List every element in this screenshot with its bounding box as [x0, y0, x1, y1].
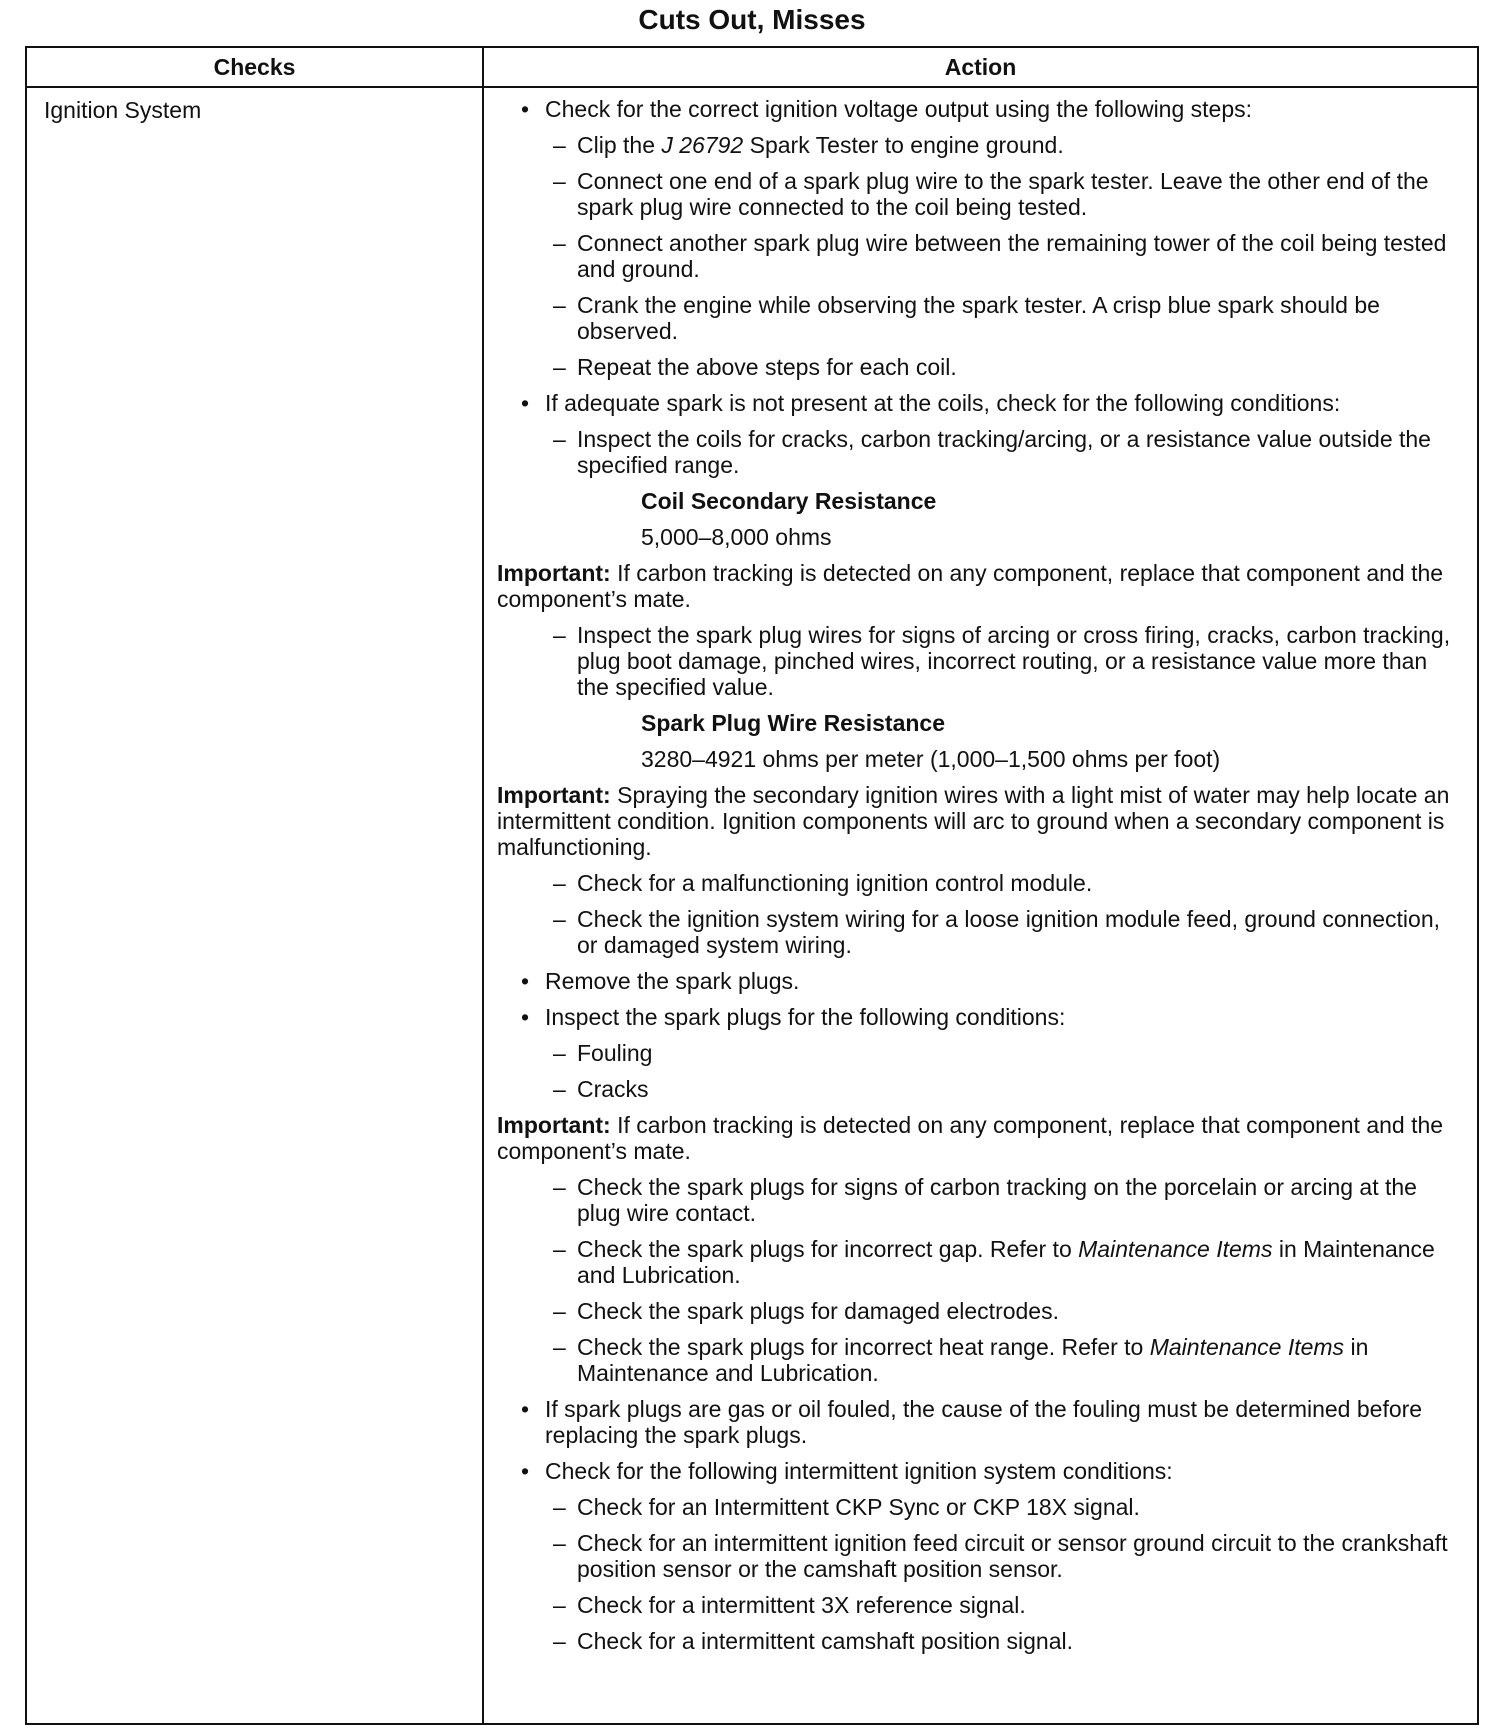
- dash-item: [497, 1040, 1465, 1066]
- item-text: Remove the spark plugs.: [545, 968, 800, 994]
- dash-marker: –: [553, 1628, 566, 1654]
- dash-item: [497, 1530, 1465, 1582]
- item-text: Connect one end of a spark plug wire to the spark tester. Leave the other end of the spark plug wire connected to the coil being tested.: [577, 168, 1429, 220]
- bullet-marker: •: [521, 1396, 530, 1422]
- dash-item: [497, 1298, 1465, 1324]
- item-text: If adequate spark is not present at the coils, check for the following conditions:: [545, 390, 1341, 416]
- item-text: Check for the following intermittent ignition system conditions:: [545, 1458, 1173, 1484]
- spec-title-text: Spark Plug Wire Resistance: [641, 710, 946, 736]
- dash-item: [497, 1334, 1465, 1386]
- item-text: Check for an intermittent ignition feed circuit or sensor ground circuit to the crankshaft position sensor or the camshaft position sensor.: [577, 1530, 1448, 1582]
- bullet-item: [497, 1396, 1465, 1448]
- bullet-marker: •: [521, 390, 530, 416]
- item-text: Check the ignition system wiring for a loose ignition module feed, ground connection, or damaged system wiring.: [577, 906, 1440, 958]
- checks-header: Checks: [26, 47, 483, 87]
- item-text-post: in Maintenance and Lubrication.: [577, 1236, 1435, 1288]
- action-cell: [483, 87, 1478, 1724]
- action-list: [497, 96, 1465, 1654]
- dash-item: [497, 426, 1465, 478]
- dash-marker: –: [553, 1298, 566, 1324]
- dash-marker: –: [553, 1040, 566, 1066]
- dash-item: [497, 622, 1465, 700]
- action-header: Action: [483, 47, 1478, 87]
- important-text: If carbon tracking is detected on any component, replace that component and the component’s mate.: [497, 1112, 1444, 1164]
- dash-marker: –: [553, 230, 566, 256]
- item-text: Check for the correct ignition voltage output using the following steps:: [545, 96, 1253, 122]
- dash-item: [497, 1174, 1465, 1226]
- diagnosis-table: [25, 46, 1479, 1725]
- item-text: Check the spark plugs for damaged electrodes.: [577, 1298, 1059, 1324]
- bullet-marker: •: [521, 1458, 530, 1484]
- dash-marker: –: [553, 1334, 566, 1360]
- item-text-pre: Check the spark plugs for incorrect heat range. Refer to: [577, 1334, 1150, 1360]
- spec-value: [497, 746, 1465, 772]
- dash-marker: –: [553, 292, 566, 318]
- item-text-emphasis: J 26792: [661, 132, 744, 158]
- bullet-marker: •: [521, 96, 530, 122]
- item-text: Check for an Intermittent CKP Sync or CKP 18X signal.: [577, 1494, 1140, 1520]
- item-text-emphasis: Maintenance Items: [1078, 1236, 1273, 1262]
- dash-item: [497, 292, 1465, 344]
- bullet-item: [497, 968, 1465, 994]
- dash-item: [497, 1236, 1465, 1288]
- spec-title: [497, 710, 1465, 736]
- dash-item: [497, 354, 1465, 380]
- dash-item: [497, 1628, 1465, 1654]
- item-text: Check for a intermittent camshaft position signal.: [577, 1628, 1074, 1654]
- check-cell: Ignition System: [26, 87, 483, 1724]
- item-text-post: Spark Tester to engine ground.: [743, 132, 1064, 158]
- bullet-marker: •: [521, 968, 530, 994]
- dash-item: [497, 230, 1465, 282]
- dash-item: [497, 906, 1465, 958]
- important-text: Spraying the secondary ignition wires with a light mist of water may help locate an intermittent condition. Ignition components will arc to ground when a secondary component is malfunctioning.: [497, 782, 1450, 860]
- item-text: Check for a malfunctioning ignition control module.: [577, 870, 1093, 896]
- page-title: Cuts Out, Misses: [638, 4, 866, 35]
- item-text-post: in Maintenance and Lubrication.: [577, 1334, 1369, 1386]
- dash-marker: –: [553, 168, 566, 194]
- dash-marker: –: [553, 1592, 566, 1618]
- item-text: Inspect the coils for cracks, carbon tracking/arcing, or a resistance value outside the specified range.: [577, 426, 1431, 478]
- dash-marker: –: [553, 132, 566, 158]
- dash-marker: –: [553, 870, 566, 896]
- dash-item: [497, 870, 1465, 896]
- dash-marker: –: [553, 1174, 566, 1200]
- spec-value: [497, 524, 1465, 550]
- spec-value-text: 3280–4921 ohms per meter (1,000–1,500 ohms per foot): [641, 746, 1221, 772]
- item-text: Connect another spark plug wire between the remaining tower of the coil being tested and ground.: [577, 230, 1447, 282]
- item-text-pre: Check the spark plugs for incorrect gap. Refer to: [577, 1236, 1079, 1262]
- bullet-item: [497, 1004, 1465, 1030]
- item-text: Check for a intermittent 3X reference signal.: [577, 1592, 1026, 1618]
- dash-item: [497, 1494, 1465, 1520]
- dash-item: [497, 1592, 1465, 1618]
- item-text: Repeat the above steps for each coil.: [577, 354, 957, 380]
- important-label: Important:: [497, 782, 611, 808]
- dash-marker: –: [553, 354, 566, 380]
- item-text: Crank the engine while observing the spark tester. A crisp blue spark should be observed.: [577, 292, 1380, 344]
- item-text: Fouling: [577, 1040, 653, 1066]
- item-text: Inspect the spark plugs for the following conditions:: [545, 1004, 1066, 1030]
- dash-marker: –: [553, 622, 566, 648]
- spec-value-text: 5,000–8,000 ohms: [641, 524, 832, 550]
- spec-title: [497, 488, 1465, 514]
- dash-marker: –: [553, 1076, 566, 1102]
- important-note: [497, 1112, 1465, 1164]
- dash-marker: –: [553, 906, 566, 932]
- dash-item: [497, 132, 1465, 158]
- item-text: Inspect the spark plug wires for signs of arcing or cross firing, cracks, carbon tracking, plug boot damage, pinched wires, incorrect routing, or a resistance value more than the specified value.: [577, 622, 1451, 700]
- important-note: [497, 782, 1465, 860]
- item-text-emphasis: Maintenance Items: [1149, 1334, 1345, 1360]
- important-note: [497, 560, 1465, 612]
- dash-marker: –: [553, 426, 566, 452]
- item-text-pre: Clip the: [577, 132, 662, 158]
- important-text: If carbon tracking is detected on any component, replace that component and the component’s mate.: [497, 560, 1444, 612]
- bullet-item: [497, 1458, 1465, 1484]
- dash-item: [497, 1076, 1465, 1102]
- item-text: If spark plugs are gas or oil fouled, the cause of the fouling must be determined before replacing the spark plugs.: [545, 1396, 1423, 1448]
- dash-item: [497, 168, 1465, 220]
- important-label: Important:: [497, 560, 611, 586]
- bullet-item: [497, 390, 1465, 416]
- bullet-marker: •: [521, 1004, 530, 1030]
- important-label: Important:: [497, 1112, 611, 1138]
- spec-title-text: Coil Secondary Resistance: [641, 488, 937, 514]
- dash-marker: –: [553, 1530, 566, 1556]
- item-text: Cracks: [577, 1076, 649, 1102]
- bullet-item: [497, 96, 1465, 122]
- dash-marker: –: [553, 1236, 566, 1262]
- item-text: Check the spark plugs for signs of carbon tracking on the porcelain or arcing at the plug wire contact.: [577, 1174, 1417, 1226]
- dash-marker: –: [553, 1494, 566, 1520]
